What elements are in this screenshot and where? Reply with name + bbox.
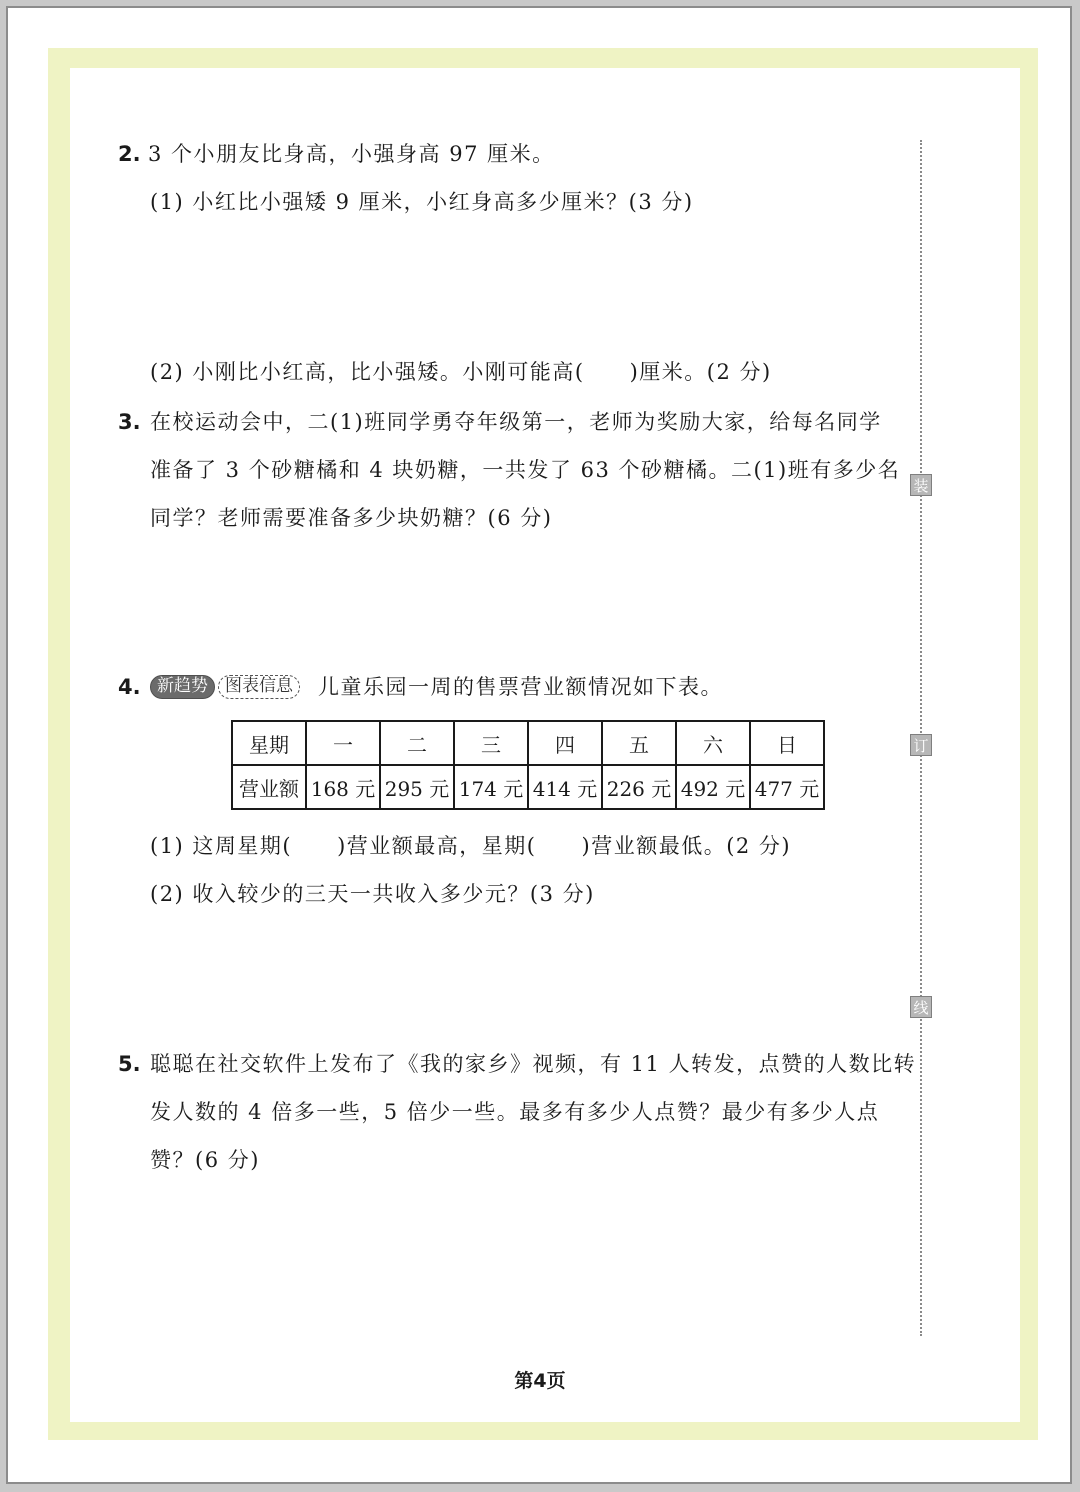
table-cell: 五 [602,721,676,765]
binding-mark-ding: 订 [910,734,932,756]
table-cell: 星期 [232,721,306,765]
question-5-number: 5. [118,1052,141,1076]
table-cell: 二 [380,721,454,765]
chart-info-badge: 图表信息 [218,675,300,699]
table-cell: 168 元 [306,765,380,809]
table-cell: 日 [750,721,824,765]
question-3-line-1: 在校运动会中，二(1)班同学勇夺年级第一，老师为奖励大家，给每名同学 [150,410,882,434]
question-2-number: 2. [118,142,141,166]
question-5-line-3: 赞？(6 分) [150,1148,260,1172]
table-cell: 四 [528,721,602,765]
table-cell: 一 [306,721,380,765]
table-cell: 492 元 [676,765,750,809]
table-cell: 414 元 [528,765,602,809]
question-2-part-2: (2) 小刚比小红高，比小强矮。小刚可能高( )厘米。(2 分) [150,360,772,384]
table-cell: 六 [676,721,750,765]
question-3-line-3: 同学？老师需要准备多少块奶糖？(6 分) [150,506,553,530]
table-cell: 226 元 [602,765,676,809]
table-header-row [232,721,824,765]
question-2-part-1: (1) 小红比小强矮 9 厘米，小红身高多少厘米？(3 分) [150,190,694,214]
question-2-stem: 3 个小朋友比身高，小强身高 97 厘米。 [148,142,555,166]
question-4-part-2: (2) 收入较少的三天一共收入多少元？(3 分) [150,882,595,906]
table-cell: 营业额 [232,765,306,809]
new-trend-badge: 新趋势 [150,675,215,699]
table-cell: 三 [454,721,528,765]
binding-mark-zhuang: 装 [910,474,932,496]
question-5-line-1: 聪聪在社交软件上发布了《我的家乡》视频，有 11 人转发，点赞的人数比转 [150,1052,917,1076]
question-4-part-1: (1) 这周星期( )营业额最高，星期( )营业额最低。(2 分) [150,834,792,858]
table-cell: 295 元 [380,765,454,809]
binding-mark-xian: 线 [910,996,932,1018]
question-3-line-2: 准备了 3 个砂糖橘和 4 块奶糖，一共发了 63 个砂糖橘。二(1)班有多少名 [150,458,901,482]
question-5-line-2: 发人数的 4 倍多一些，5 倍少一些。最多有多少人点赞？最少有多少人点 [150,1100,880,1124]
table-cell: 174 元 [454,765,528,809]
page-number: 第4页 [514,1370,566,1392]
table-row [232,765,824,809]
question-3-number: 3. [118,410,141,434]
table-cell: 477 元 [750,765,824,809]
question-4-number: 4. [118,675,141,699]
question-4-stem: 儿童乐园一周的售票营业额情况如下表。 [318,675,723,699]
sales-table [231,720,825,810]
